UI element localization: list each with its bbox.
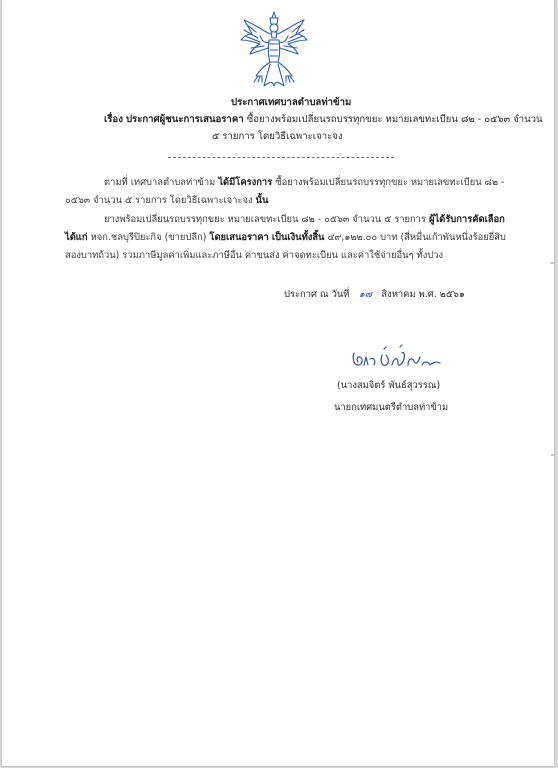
issuer-title: ประกาศเทศบาลตำบลท่าข้าม [231,97,352,108]
p2-segment-b: ผู้ได้รับการคัดเลือก [428,214,505,225]
signatory-position: นายกเทศมนตรีตำบลท่าข้าม [334,402,449,413]
p1-segment-b: ได้มีโครงการ [218,177,273,188]
garuda-emblem-icon [236,10,312,90]
subject-label: เรื่อง [104,114,123,125]
scan-mark [550,262,554,264]
document-page [2,0,554,766]
p2-line2-a: ได้แก่ [65,232,88,243]
signatory-name: (นางสมจิตร์ พันธ์สุวรรณ) [337,380,441,391]
announce-prefix: ประกาศ ณ วันที่ [284,289,350,300]
p1-line2-text: ๐๕๖๓ จำนวน ๕ รายการ โดยวิธีเฉพาะเจาะจง [65,195,253,206]
p2-line2-c: โดยเสนอราคา [209,232,269,243]
subject-line-1 [104,114,543,126]
p1-line2-end: นั้น [255,195,269,206]
p2-segment-a: ยางพร้อมเปลี่ยนรถบรรทุกขยะ หมายเลขทะเบียน ๘๒ - ๐๕๖๓ จำนวน ๕ รายการ [104,214,426,225]
p2-line2-b: หจก.ชลบุรีปิยะกิจ (ขายปลีก) [90,232,207,243]
subject-line-2: ๕ รายการ โดยวิธีเฉพาะเจาะจง [212,131,343,142]
paragraph-1-line-1 [104,177,504,189]
handwritten-signature-icon [342,343,452,375]
section-divider [168,157,394,158]
p1-segment-c: ซื้อยางพร้อมเปลี่ยนรถบรรทุกขยะ หมายเลขทะเบียน ๘๒ - [275,177,505,188]
announce-rest: สิงหาคม พ.ศ. ๒๕๖๑ [381,289,465,300]
paragraph-1-line-2 [65,195,268,207]
p1-segment-a: ตามที่ เทศบาลตำบลท่าข้าม [104,177,216,188]
subject-rest: ซื้อยางพร้อมเปลี่ยนรถบรรทุกขยะ หมายเลขทะเบียน ๘๒ - ๐๕๖๓ จำนวน [246,114,543,125]
paragraph-2-line-1 [104,214,505,226]
paragraph-2-line-2 [65,232,506,244]
announce-day: ๑๗ [358,289,372,300]
p2-line2-d: เป็นเงินทั้งสิ้น [271,232,325,243]
scan-mark [551,454,554,456]
announce-date [284,289,465,301]
p2-line2-e: ๔๙,๑๒๒.๐๐ บาท (สี่หมื่นเก้าพันหนึ่งร้อยยี่สิบ [327,232,506,243]
paragraph-2-line-3: สองบาทถ้วน) รวมภาษีมูลค่าเพิ่มและภาษีอื่น ค่าขนส่ง ค่าจดทะเบียน และค่าใช้จ่ายอื่นๆ ทั้งปวง [65,250,444,261]
subject-bold: ประกาศผู้ชนะการเสนอราคา [125,114,244,125]
